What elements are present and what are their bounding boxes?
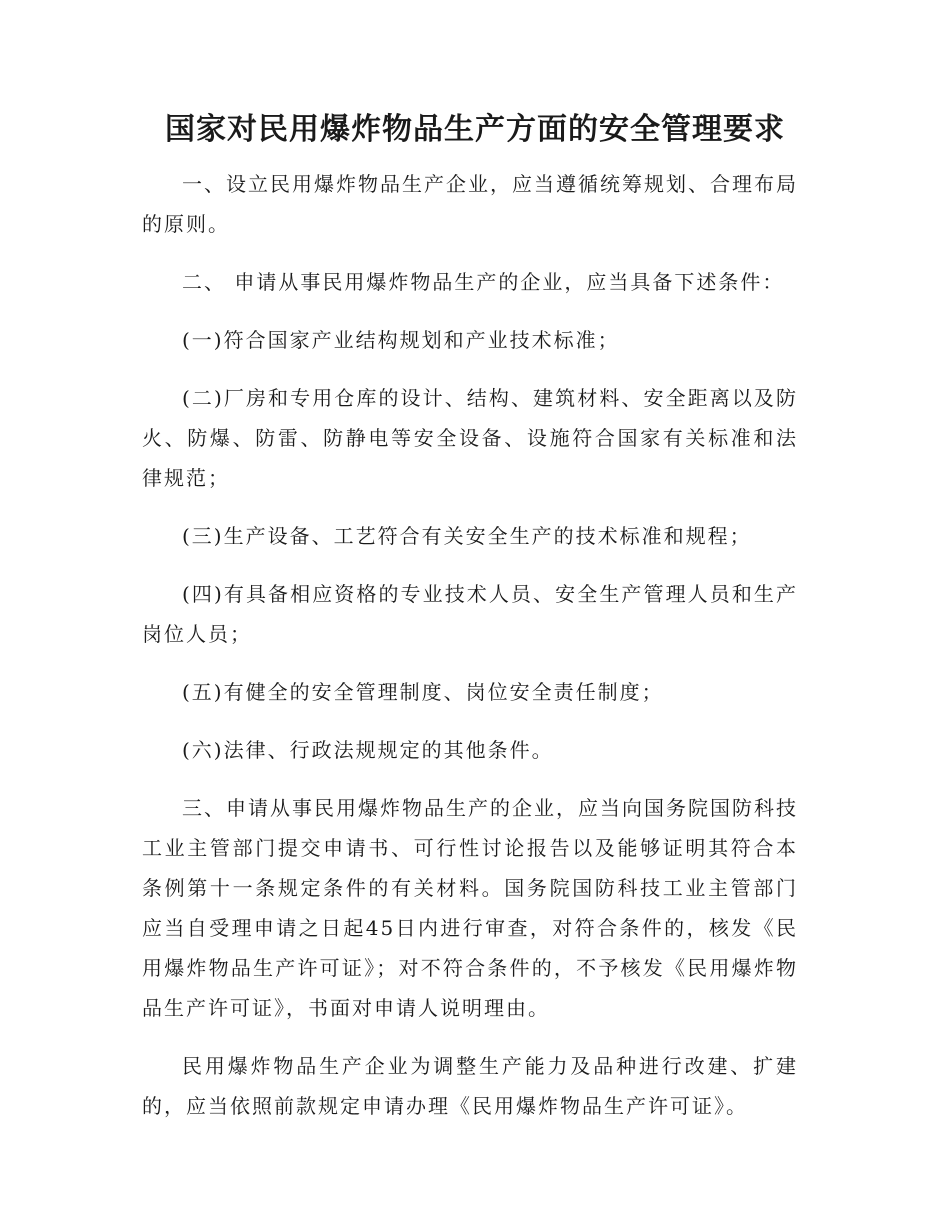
paragraph-3: (一)符合国家产业结构规划和产业技术标准； <box>182 328 620 352</box>
paragraph-2: 二、 申请从事民用爆炸物品生产的企业，应当具备下述条件： <box>182 270 785 294</box>
paragraph-7: (五)有健全的安全管理制度、岗位安全责任制度； <box>182 680 664 704</box>
page-title: 国家对民用爆炸物品生产方面的安全管理要求 <box>165 112 785 147</box>
paragraph-8: (六)法律、行政法规规定的其他条件。 <box>182 738 554 762</box>
paragraph-4: (二)厂房和专用仓库的设计、结构、建筑材料、安全距离以及防火、防爆、防雷、防静电等安全设备、设施符合国家有关标准和法律规范； <box>142 386 798 490</box>
paragraph-10: 民用爆炸物品生产企业为调整生产能力及品种进行改建、扩建的，应当依照前款规定申请办理《民用爆炸物品生产许可证》。 <box>142 1054 798 1118</box>
paragraph-9: 三、申请从事民用爆炸物品生产的企业，应当向国务院国防科技工业主管部门提交申请书、可行性讨论报告以及能够证明其符合本条例第十一条规定条件的有关材料。国务院国防科技工业主管部门应当自受理申请之日起45日内进行审查，对符合条件的，核发《民用爆炸物品生产许可证》；对不符合条件的，不予核发《民用爆炸物品生产许可证》，书面对申请人说明理由。 <box>142 796 798 1020</box>
paragraph-6: (四)有具备相应资格的专业技术人员、安全生产管理人员和生产岗位人员； <box>142 582 798 646</box>
paragraph-5: (三)生产设备、工艺符合有关安全生产的技术标准和规程； <box>182 524 752 548</box>
document-body <box>142 164 798 1144</box>
paragraph-1: 一、设立民用爆炸物品生产企业，应当遵循统筹规划、合理布局的原则。 <box>142 172 798 236</box>
